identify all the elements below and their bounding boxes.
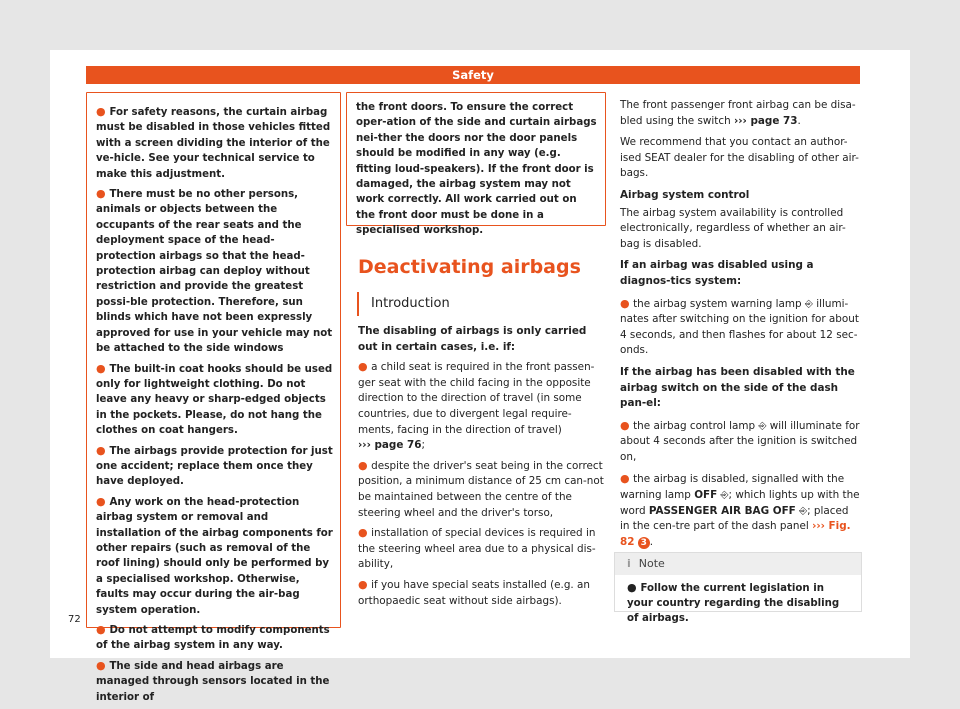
intro-bullet: ● a child seat is required in the front passen-ger seat with the child facing in the opposite direction to the direction of travel (in some countries, due to divergent legal require-ments, facing in the direction of travel) ››› page 76; xyxy=(358,360,595,452)
bullet-icon: ● xyxy=(96,443,110,457)
intro-text xyxy=(358,324,604,613)
page-ref-link[interactable]: ››› page 73 xyxy=(733,114,798,127)
heading-airbag-control: Airbag system control xyxy=(620,188,750,201)
right-bullet: ● the airbag is disabled, signalled with the warning lamp OFF ⎆; which lights up with the word PASSENGER AIR BAG OFF ⎆; placed in the cen-tre part of the dash panel ››› Fig. 82 3 . xyxy=(620,472,860,548)
subsection-title: Introduction xyxy=(371,296,450,311)
note-text: ● Follow the current legislation in your country regarding the disabling of airbags. xyxy=(627,581,840,624)
airbag-control-lamp-icon: ⎆ xyxy=(758,420,767,432)
bullet-icon: ● xyxy=(96,623,110,636)
warning-item: ● Any work on the head-protection airbag system or removal and installation of the airbag components for other repairs (such as removal of the roof lining) should only be performed by a specialised workshop. Otherwise, faults may occur during the air-bag system operation. xyxy=(96,494,333,616)
note-box xyxy=(614,552,862,624)
airbag-off-icon: ⎆ xyxy=(799,505,808,517)
intro-bullet: ● installation of special devices is required in the steering wheel area due to a physical dis-ability, xyxy=(358,526,596,571)
figure-ref-link[interactable]: ››› Fig. 82 xyxy=(620,520,851,548)
warning-item: ● For safety reasons, the curtain airbag must be disabled in those vehicles fitted with a screen dividing the interior of the ve-hicle. See your technical service to make this adjustment. xyxy=(96,105,331,180)
section-header: Safety xyxy=(86,66,860,84)
right-paragraph: The airbag system availability is controlled electronically, regardless of whether an air-bag is disabled. xyxy=(620,206,846,250)
subsection-marker xyxy=(357,292,450,316)
bullet-icon: ● xyxy=(620,472,634,486)
figure-callout-number: 3 xyxy=(638,537,650,549)
section-title: Deactivating airbags xyxy=(358,256,581,278)
right-paragraph: We recommend that you contact an author-ised SEAT dealer for the disabling of other air-bags. xyxy=(620,136,859,180)
right-paragraph: The front passenger front airbag can be disa-bled using the switch ››› page 73. xyxy=(620,99,856,127)
off-lamp-label: OFF xyxy=(694,489,718,502)
warning-item: ● The side and head airbags are managed through sensors located in the interior of xyxy=(96,658,330,703)
heading-diagnostics: If an airbag was disabled using a diagnos-tics system: xyxy=(620,259,814,287)
airbag-off-icon: ⎆ xyxy=(720,490,729,502)
warning-item: ● The airbags provide protection for just one accident; replace them once they have deployed. xyxy=(96,443,333,488)
warning-list-left xyxy=(96,104,334,709)
heading-switch: If the airbag has been disabled with the airbag switch on the side of the dash pan-el: xyxy=(620,365,855,410)
bullet-icon: ● xyxy=(358,577,372,591)
bullet-icon: ● xyxy=(96,658,110,672)
page-ref-link[interactable]: ››› page 76 xyxy=(358,439,422,452)
right-bullet: ● the airbag control lamp ⎆ will illuminate for about 4 seconds after the ignition is switched on, xyxy=(620,418,860,463)
intro-bullet: ● if you have special seats installed (e.g. an orthopaedic seat without side airbags). xyxy=(358,577,590,607)
warning-continuation xyxy=(356,100,598,239)
bullet-icon: ● xyxy=(627,581,641,594)
bullet-icon: ● xyxy=(96,187,110,201)
passenger-airbag-off-label: PASSENGER AIR BAG OFF xyxy=(648,504,796,517)
page-number: 72 xyxy=(68,614,81,625)
intro-lead: The disabling of airbags is only carried out in certain cases, i.e. if: xyxy=(358,325,587,353)
bullet-icon: ● xyxy=(358,360,372,374)
right-column xyxy=(620,98,860,556)
bullet-icon: ● xyxy=(96,494,110,508)
warning-item: ● There must be no other persons, animals or objects between the occupants of the rear seats and the deployment space of the head-protection airbags so that the head-protection airbag can deploy without restriction and provide the greatest possi-ble protection. Therefore, sun blinds which have not been expressly approved for use in your vehicle may not be attached to the side windows xyxy=(96,187,333,355)
airbag-warning-lamp-icon: ⎆ xyxy=(804,298,813,310)
bullet-icon: ● xyxy=(620,418,634,432)
intro-bullet: ● despite the driver's seat being in the correct position, a minimum distance of 25 cm can-not be maintained between the centre of the steering wheel and the driver's torso, xyxy=(358,458,604,519)
bullet-icon: ● xyxy=(358,526,372,540)
right-bullet: ● the airbag system warning lamp ⎆ illumi-nates after switching on the ignition for about 4 seconds, and then flashes for about 12 sec-onds. xyxy=(620,296,859,357)
bullet-icon: ● xyxy=(96,105,110,118)
warning-item: ● The built-in coat hooks should be used only for lightweight clothing. Do not leave any heavy or sharp-edged objects in the pockets. Please, do not hang the clothes on coat hangers. xyxy=(96,361,333,437)
note-header: i Note xyxy=(615,553,861,575)
warning-text: the front doors. To ensure the correct oper-ation of the side and curtain airbags nei-ther the doors nor the door panels should be modified in any way (e.g. fitting loud-speakers). If the front door is damaged, the airbag system may not work correctly. All work carried out on the front door must be done in a specialised workshop. xyxy=(356,102,597,237)
bullet-icon: ● xyxy=(96,361,110,375)
bullet-icon: ● xyxy=(620,296,634,310)
info-icon: i xyxy=(627,557,631,570)
bullet-icon: ● xyxy=(358,458,372,472)
warning-item: ● Do not attempt to modify components of the airbag system in any way. xyxy=(96,623,330,652)
